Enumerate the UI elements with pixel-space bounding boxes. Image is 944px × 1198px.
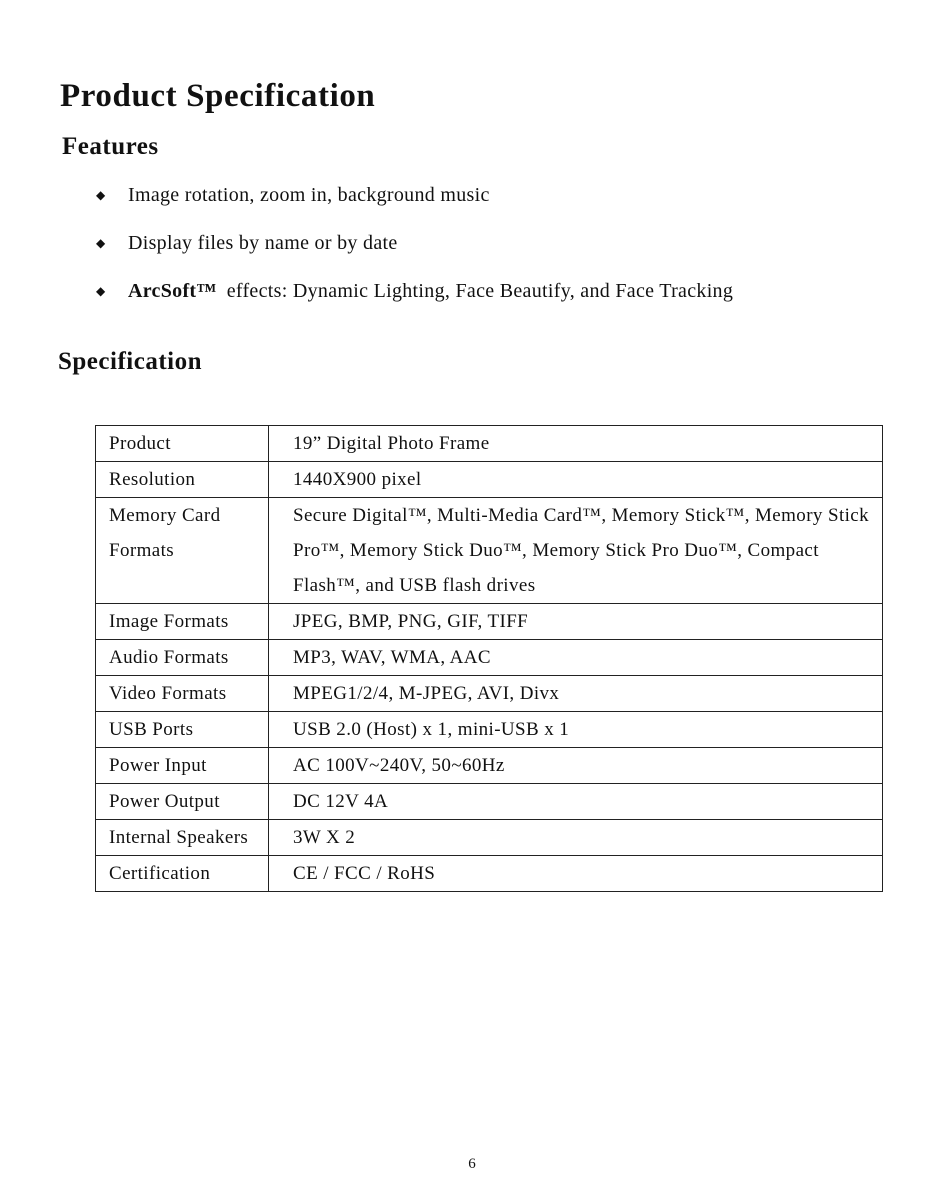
spec-label: Image Formats (96, 604, 269, 640)
table-row (96, 856, 883, 892)
spec-label: Audio Formats (96, 640, 269, 676)
table-row (96, 426, 883, 462)
spec-value: CE / FCC / RoHS (269, 856, 883, 892)
spec-value: 19” Digital Photo Frame (269, 426, 883, 462)
page-number: 6 (468, 1156, 476, 1172)
diamond-bullet-icon: ◆ (96, 284, 106, 298)
spec-value: USB 2.0 (Host) x 1, mini-USB x 1 (269, 712, 883, 748)
table-row (96, 604, 883, 640)
spec-label: Memory Card Formats (96, 498, 269, 604)
spec-label: Power Input (96, 748, 269, 784)
table-row (96, 676, 883, 712)
feature-brand: ArcSoft™ (128, 280, 217, 302)
spec-value: DC 12V 4A (269, 784, 883, 820)
feature-item (96, 274, 733, 322)
spec-value: Secure Digital™, Multi-Media Card™, Memory Stick™, Memory Stick Pro™, Memory Stick Duo™, Memory Stick Pro Duo™, Compact Flash™, and USB flash drives (269, 498, 883, 604)
table-row (96, 712, 883, 748)
spec-label: USB Ports (96, 712, 269, 748)
page-title: Product Specification (60, 78, 376, 114)
table-row (96, 462, 883, 498)
spec-label: Video Formats (96, 676, 269, 712)
feature-item (96, 226, 733, 274)
table-row (96, 640, 883, 676)
table-row (96, 748, 883, 784)
spec-value: MP3, WAV, WMA, AAC (269, 640, 883, 676)
spec-value: AC 100V~240V, 50~60Hz (269, 748, 883, 784)
feature-text: Image rotation, zoom in, background music (128, 184, 490, 206)
spec-label: Certification (96, 856, 269, 892)
spec-value: MPEG1/2/4, M-JPEG, AVI, Divx (269, 676, 883, 712)
feature-item (96, 178, 733, 226)
feature-list (96, 178, 733, 322)
specification-table (95, 425, 883, 892)
feature-text: effects: Dynamic Lighting, Face Beautify, and Face Tracking (226, 280, 734, 302)
feature-text: Display files by name or by date (128, 232, 398, 254)
table-row (96, 784, 883, 820)
spec-label: Product (96, 426, 269, 462)
specification-heading: Specification (58, 348, 202, 375)
spec-label: Internal Speakers (96, 820, 269, 856)
spec-value: 1440X900 pixel (269, 462, 883, 498)
diamond-bullet-icon: ◆ (96, 236, 106, 250)
spec-value: JPEG, BMP, PNG, GIF, TIFF (269, 604, 883, 640)
diamond-bullet-icon: ◆ (96, 188, 106, 202)
table-row (96, 498, 883, 604)
spec-value: 3W X 2 (269, 820, 883, 856)
spec-label: Power Output (96, 784, 269, 820)
table-row (96, 820, 883, 856)
features-heading: Features (62, 133, 159, 160)
spec-label: Resolution (96, 462, 269, 498)
